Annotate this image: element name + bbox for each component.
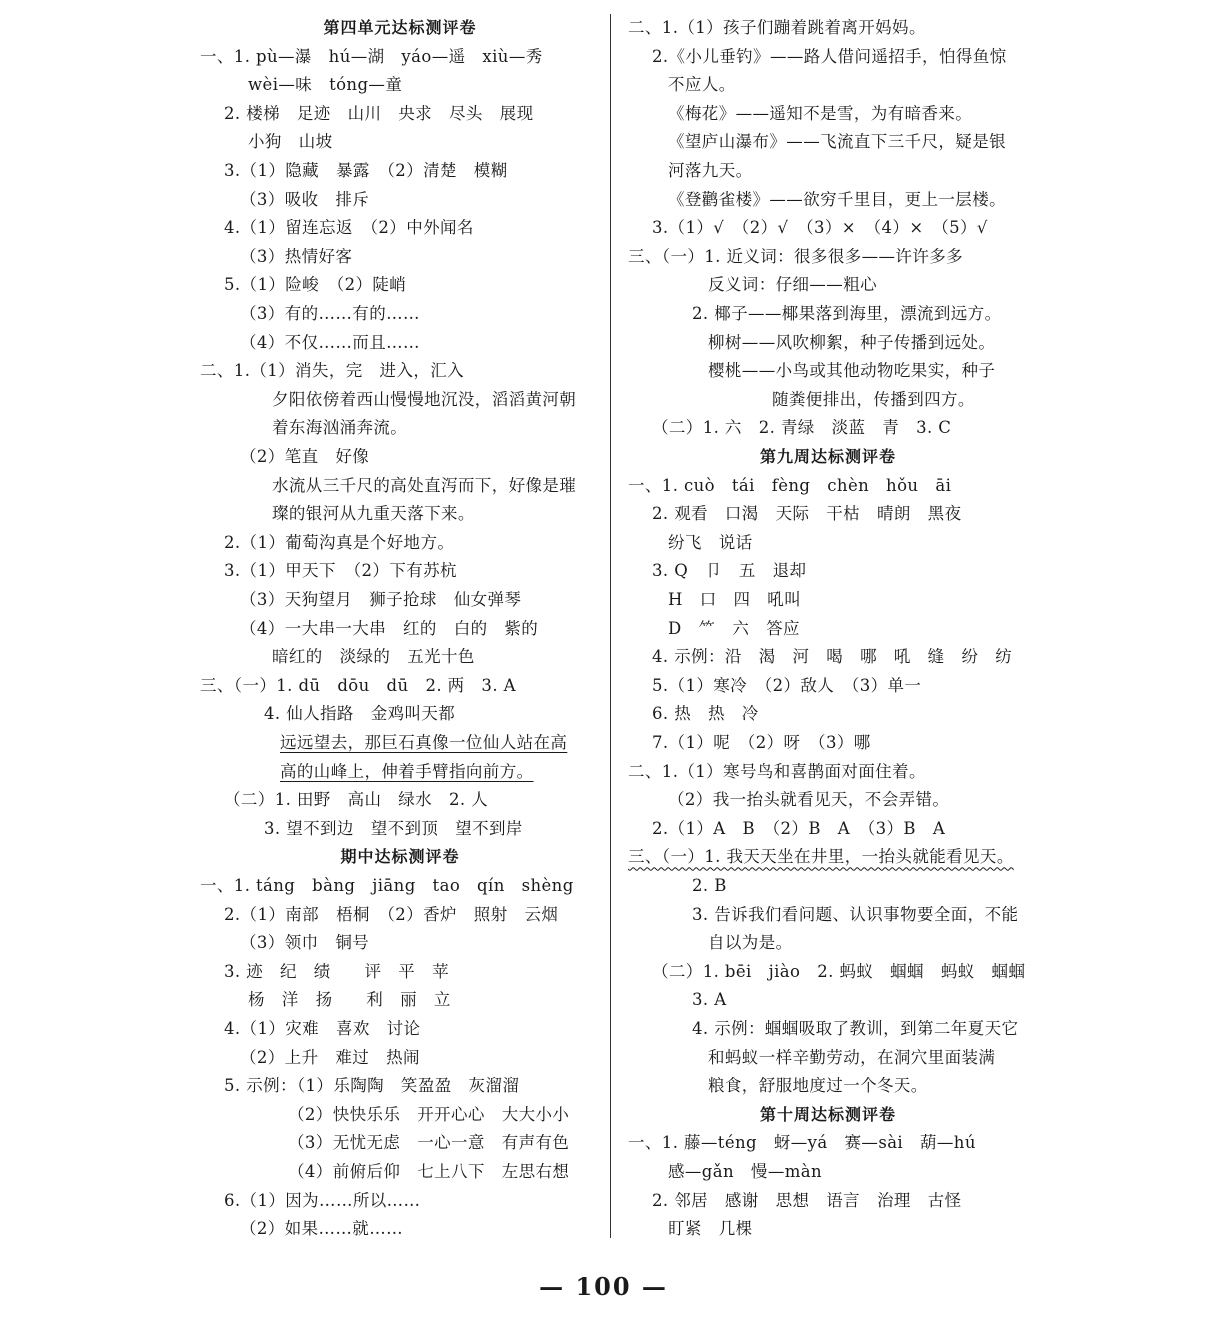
answer-line: 随粪便排出，传播到四方。 [772,389,975,409]
answer-line: （2）如果……就…… [240,1219,403,1239]
answer-line: 2. 邻居 感谢 思想 语言 治理 古怪 [652,1190,962,1210]
answer-line: 二、1.（1）消失，完 进入，汇入 [200,361,465,381]
answer-line: 三、（一）1. 我天天坐在井里，一抬头就能看见天。 [628,847,1014,867]
column-divider [610,14,611,1238]
answer-line: （3）热情好客 [240,246,353,266]
answer-line: （二）1. 六 2. 青绿 淡蓝 青 3. C [652,418,952,438]
answer-line: 樱桃——小鸟或其他动物吃果实，种子 [708,361,996,381]
answer-line: （4）不仅……而且…… [240,332,420,352]
answer-line: （4）前俯后仰 七上八下 左思右想 [288,1162,570,1181]
answer-line: 高的山峰上，伸着手臂指向前方。 [280,761,534,781]
answer-line: 小狗 山坡 [248,132,333,152]
answer-line: 粮食，舒服地度过一个冬天。 [708,1076,928,1096]
answer-line: 盯紧 几棵 [668,1219,753,1239]
answer-line: 5.（1）寒冷 （2）敌人 （3）单一 [652,675,922,695]
answer-line: 夕阳依傍着西山慢慢地沉没，滔滔黄河朝 [272,389,577,409]
answer-line: 《梅花》——遥知不是雪，为有暗香来。 [668,103,973,123]
answer-line: 和蚂蚁一样辛勤劳动，在洞穴里面装满 [708,1047,996,1067]
answer-line: 3. 告诉我们看问题、认识事物要全面，不能 [692,904,1019,924]
answer-line: （2）我一抬头就看见天，不会弄错。 [668,790,950,810]
answer-line: 3. Q 卩 五 退却 [652,561,807,581]
answer-line: 3.（1）甲天下 （2）下有苏杭 [224,561,457,581]
answer-line: 6.（1）因为……所以…… [224,1190,421,1210]
answer-line: 2. 椰子——椰果落到海里，漂流到远方。 [692,304,1002,323]
answer-line: 《望庐山瀑布》——飞流直下三千尺，疑是银 [668,132,1006,152]
answer-line: （3）吸收 排斥 [240,189,370,209]
answer-line: 4. 示例：沿 渴 河 喝 哪 吼 缝 纷 纺 [652,647,1013,667]
answer-line: 纷飞 说话 [668,532,753,552]
answer-line: 2. 楼梯 足迹 山川 央求 尽头 展现 [224,103,534,123]
answer-line: 远远望去，那巨石真像一位仙人站在高 [280,733,568,752]
section-title: 第四单元达标测评卷 [323,18,477,37]
answer-line: 一、1. cuò tái fèng chèn hǒu āi [628,475,952,495]
answer-line: 河落九天。 [668,161,753,180]
answer-line: （3）有的……有的…… [240,304,420,323]
answer-line: 4.（1）灾难 喜欢 讨论 [224,1019,421,1038]
answer-line: 7.（1）呢 （2）呀 （3）哪 [652,733,871,752]
answer-line: 柳树——风吹柳絮，种子传播到远处。 [708,332,996,352]
answer-line: （2）笔直 好像 [240,447,370,466]
answer-line: 一、1. pù—瀑 hú—湖 yáo—遥 xiù—秀 [200,46,543,66]
answer-line: 自以为是。 [708,933,793,953]
section-title: 期中达标测评卷 [340,847,460,867]
answer-line: 6. 热 热 冷 [652,704,759,724]
answer-line: wèi—味 tóng—童 [248,75,403,95]
answer-line: （3）天狗望月 狮子抢球 仙女弹琴 [240,590,522,609]
answer-line: （二）1. bēi jiào 2. 蚂蚁 蝈蝈 蚂蚁 蝈蝈 [652,961,1026,981]
answer-line: （3）领巾 铜号 [240,933,370,953]
answer-line: 4.（1）留连忘返 （2）中外闻名 [224,218,474,238]
answer-line: 3. 迹 纪 绩 评 平 苹 [224,961,449,981]
answer-line: （2）快快乐乐 开开心心 大大小小 [288,1104,570,1124]
section-title: 第十周达标测评卷 [759,1104,896,1124]
answer-line: 一、1. táng bàng jiāng tao qín shèng [200,876,574,895]
answer-line: 水流从三千尺的高处直泻而下，好像是璀 [272,475,577,495]
answer-line: 三、（一）1. dū dōu dū 2. 两 3. A [200,675,516,695]
section-title: 第九周达标测评卷 [759,447,896,466]
answer-line: 2. 观看 口渴 天际 干枯 晴朗 黑夜 [652,504,962,524]
answer-line: 4. 示例：蝈蝈吸取了教训，到第二年夏天它 [692,1019,1019,1038]
answer-line: 2. B [692,876,727,895]
answer-line: 不应人。 [668,75,736,95]
answer-line: 璨的银河从九重天落下来。 [272,504,475,524]
answer-line: 二、1.（1）寒号鸟和喜鹊面对面住着。 [628,761,926,781]
answer-line: 2.（1）葡萄沟真是个好地方。 [224,532,455,552]
answer-line: 一、1. 藤—téng 蚜—yá 赛—sài 葫—hú [628,1133,976,1153]
answer-line: 3. 望不到边 望不到顶 望不到岸 [264,818,523,838]
answer-line: 感—gǎn 慢—màn [668,1162,823,1181]
page-number: — 100 — [539,1272,668,1301]
answer-line: 三、（一）1. 近义词：很多很多——许许多多 [628,246,964,266]
answer-line: D ⺮ 六 答应 [668,618,800,638]
answer-line: （4）一大串一大串 红的 白的 紫的 [240,618,539,638]
answer-line: 着东海汹涌奔流。 [272,418,408,438]
answer-line: （3）无忧无虑 一心一意 有声有色 [288,1133,570,1153]
answer-line: （2）上升 难过 热闹 [240,1047,420,1067]
answer-line: 2.《小儿垂钓》——路人借问遥招手，怕得鱼惊 [652,46,1007,66]
answer-line: 3.（1）隐藏 暴露 （2）清楚 模糊 [224,161,508,180]
answer-line: 杨 洋 扬 利 丽 立 [248,990,451,1010]
answer-line: 暗红的 淡绿的 五光十色 [272,647,475,667]
answer-line: 4. 仙人指路 金鸡叫天都 [264,704,456,724]
answer-line: 《登鹳雀楼》——欲穷千里目，更上一层楼。 [668,189,1006,209]
answer-line: 3. A [692,990,727,1010]
answer-line: H 口 四 吼叫 [668,590,802,609]
answer-line: 二、1.（1）孩子们蹦着跳着离开妈妈。 [628,18,926,37]
answer-line: 反义词：仔细——粗心 [708,275,877,295]
answer-line: 5. 示例：（1）乐陶陶 笑盈盈 灰溜溜 [224,1076,520,1096]
answer-line: 2.（1）南部 梧桐 （2）香炉 照射 云烟 [224,904,559,924]
answer-line: 3.（1）√ （2）√ （3）× （4）× （5）√ [652,218,988,238]
answer-line: 2.（1）A B （2）B A （3）B A [652,818,946,838]
answer-line: 5.（1）险峻 （2）陡峭 [224,275,407,295]
answer-line: （二）1. 田野 高山 绿水 2. 人 [224,790,489,810]
